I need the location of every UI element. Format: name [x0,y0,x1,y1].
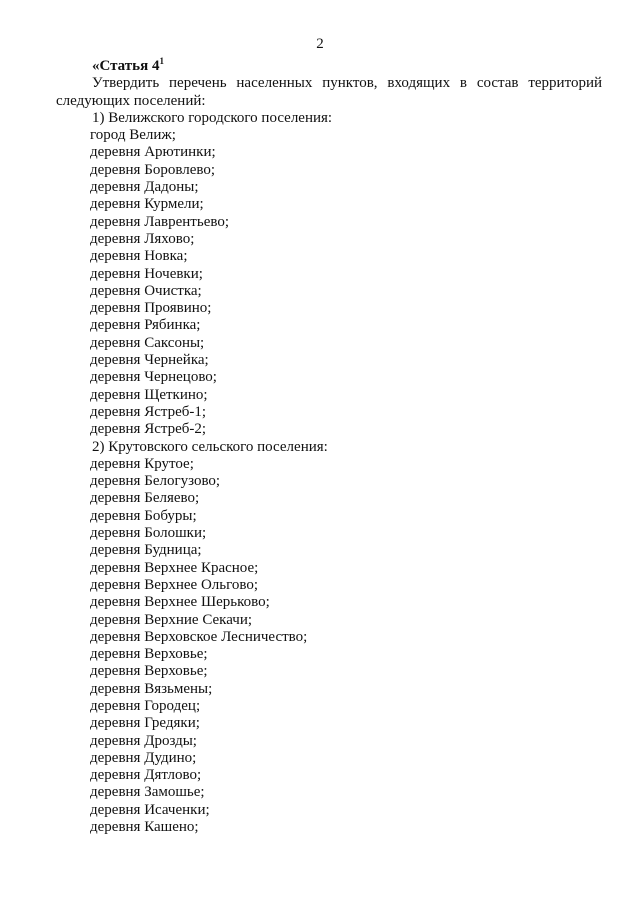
list-item: деревня Замошье; [90,784,205,801]
list-item: деревня Бобуры; [90,507,197,524]
list-item: деревня Болошки; [90,525,207,542]
list-item: деревня Проявино; [90,300,212,317]
list-item: деревня Дудино; [90,749,197,766]
list-item: деревня Курмели; [90,196,204,213]
list-item: деревня Верховское Лесничество; [90,628,308,645]
list-item: деревня Вязьмены; [90,680,213,697]
article-superscript: 1 [159,56,164,66]
list-item: деревня Верховье; [90,646,208,663]
list-item: деревня Исаченки; [90,801,210,818]
list-item: деревня Гредяки; [90,715,200,732]
intro-line-2: следующих поселений: [56,92,206,109]
list-item: деревня Кашено; [90,819,199,836]
list-item: деревня Верхнее Красное; [90,559,259,576]
article-title: Статья 4 [99,58,160,74]
list-item: деревня Белогузово; [90,473,221,490]
list-item: деревня Арютинки; [90,144,216,161]
list-item: деревня Дятлово; [90,767,202,784]
list-item: деревня Будница; [90,542,202,559]
list-item: деревня Беляево; [90,490,200,507]
page-number: 2 [316,36,324,52]
list-item: деревня Очистка; [90,282,202,299]
list-item: деревня Крутое; [90,455,194,472]
list-item: деревня Ястреб-2; [90,421,207,438]
list-item: деревня Ляхово; [90,230,195,247]
list-item: деревня Верховье; [90,663,208,680]
list-item: деревня Саксоны; [90,334,205,351]
list-item: деревня Боровлево; [90,161,215,178]
quote-mark: « [92,58,100,74]
document-body [56,58,602,836]
list-item: деревня Рябинка; [90,317,201,334]
list-item: город Велиж; [90,127,176,144]
list-item: деревня Новка; [90,248,188,265]
intro-paragraph [56,75,602,110]
list-item: деревня Чернецово; [90,369,217,386]
list-item: деревня Дадоны; [90,179,199,196]
section-label: 2) Крутовского сельского поселения: [92,438,328,455]
list-item: деревня Ястреб-1; [90,403,207,420]
list-item: деревня Верхнее Шерьково; [90,594,270,611]
section-label: 1) Велижского городского поселения: [92,109,333,126]
list-item: деревня Щеткино; [90,386,208,403]
list-item: деревня Дрозды; [90,732,197,749]
intro-line-1: Утвердить перечень населенных пунктов, входящих в состав территорий [92,75,602,92]
list-item: деревня Ночевки; [90,265,203,282]
list-item: деревня Городец; [90,697,201,714]
list-item: деревня Верхние Секачи; [90,611,253,628]
article-heading [92,58,602,75]
list-item: деревня Лаврентьево; [90,213,230,230]
list-item: деревня Верхнее Ольгово; [90,576,259,593]
list-item: деревня Чернейка; [90,352,209,369]
settlement-sections [56,110,602,836]
